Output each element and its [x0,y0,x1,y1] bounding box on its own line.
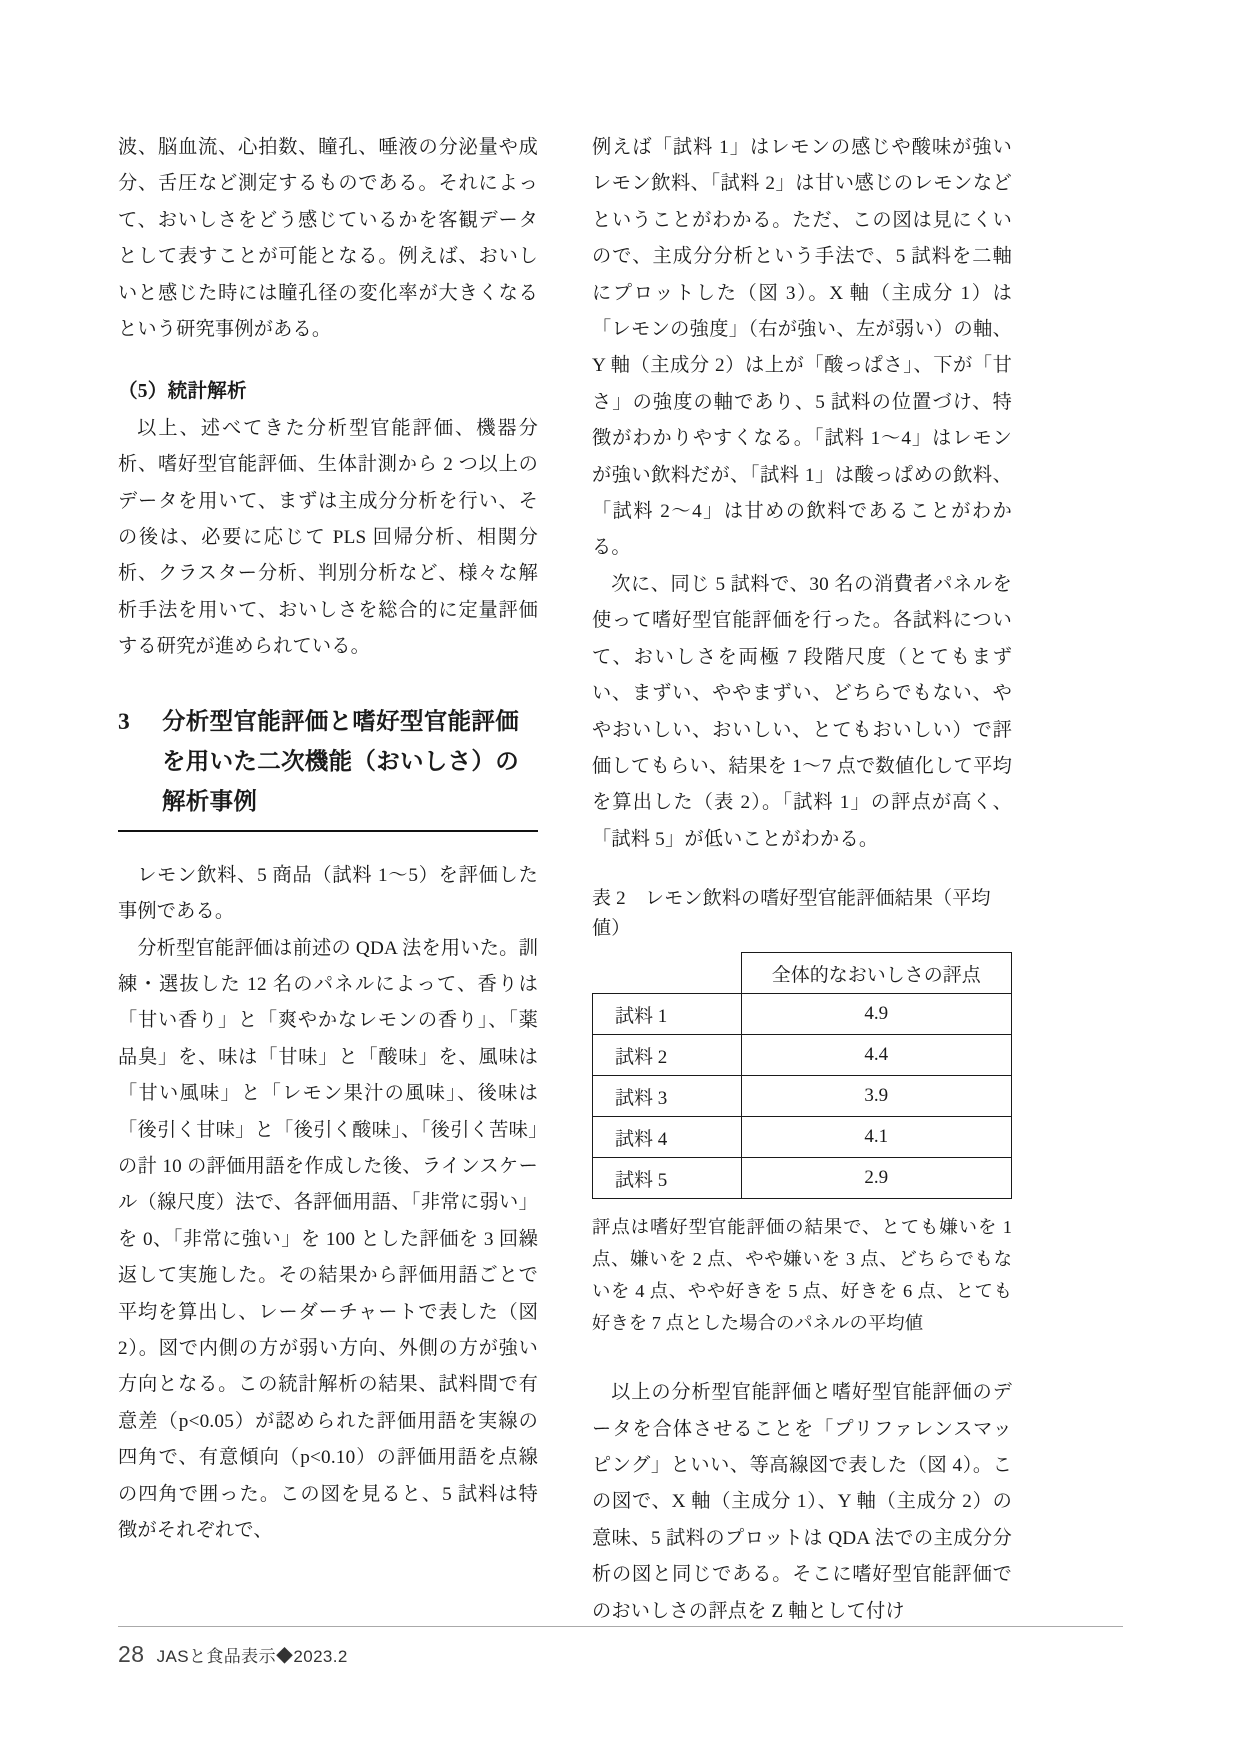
section-heading-3 [118,702,538,832]
footer-text: JASと食品表示◆2023.2 [156,1647,348,1666]
table-cell-label: 試料 3 [593,1076,742,1117]
paragraph-left-3: レモン飲料、5 商品（試料 1〜5）を評価した事例である。 [118,864,538,923]
paragraph-left-1: 波、脳血流、心拍数、瞳孔、唾液の分泌量や成分、舌圧など測定するものである。それによって、おいしさをどう感じているかを客観データとして表すことが可能となる。例えば、おいしいと感じた時には瞳孔径の変化率が大きくなるという研究事例がある。 [118,137,538,341]
table-row [593,1035,1012,1076]
table-header-score: 全体的なおいしさの評点 [741,953,1012,994]
paragraph-left-2: 以上、述べてきた分析型官能評価、機器分析、嗜好型官能評価、生体計測から 2 つ以上のデータを用いて、まずは主成分分析を行い、その後は、必要に応じて PLS 回帰分析、相関分析、クラスター分析、判別分析など、様々な解析手法を用いて、おいしさを総合的に定量評価する研究が進められている。 [118,417,538,658]
subsection-heading-statistics: （5）統計解析 [118,381,247,403]
table-cell-label: 試料 1 [593,994,742,1035]
section-number: 3 [118,708,131,735]
table-note: 評点は嗜好型官能評価の結果で、とても嫌いを 1 点、嫌いを 2 点、やや嫌いを 3 点、どちらでもないを 4 点、やや好きを 5 点、好きを 6 点、とても好きを 7 点とした場合のパネルの平均値 [592,1217,1012,1334]
two-column-body [118,130,1123,1630]
table-cell-value: 2.9 [741,1158,1012,1199]
paragraph-right-2: 次に、同じ 5 試料で、30 名の消費者パネルを使って嗜好型官能評価を行った。各試料について、おいしさを両極 7 段階尺度（とてもまずい、まずい、ややまずい、どちらでもない、ややおいしい、おいしい、とてもおいしい）で評価してもらい、結果を 1〜7 点で数値化して平均を算出した（表 2）。「試料 1」の評点が高く、「試料 5」が低いことがわかる。 [592,573,1012,850]
table-caption: 表 2 レモン飲料の嗜好型官能評価結果（平均値） [592,888,991,940]
table-cell-label: 試料 2 [593,1035,742,1076]
table-cell-value: 4.4 [741,1035,1012,1076]
table-header-blank [593,953,742,994]
table-row [593,1158,1012,1199]
table-row [593,994,1012,1035]
paragraph-right-1: 例えば「試料 1」はレモンの感じや酸味が強いレモン飲料、「試料 2」は甘い感じのレモンなどということがわかる。ただ、この図は見にくいので、主成分分析という手法で、5 試料を二軸にプロットした（図 3）。X 軸（主成分 1）は「レモンの強度」（右が強い、左が弱い）の軸、Y 軸（主成分 2）は上が「酸っぱさ」、下が「甘さ」の強度の軸であり、5 試料の位置づけ、特徴がわかりやすくなる。「試料 1〜4」はレモンが強い飲料だが、「試料 1」は酸っぱめの飲料、「試料 2〜4」は甘めの飲料であることがわかる。 [592,137,1012,559]
table-cell-value: 4.9 [741,994,1012,1035]
table-cell-value: 4.1 [741,1117,1012,1158]
page-footer [118,1626,1123,1668]
paragraph-left-4: 分析型官能評価は前述の QDA 法を用いた。訓練・選抜した 12 名のパネルによって、香りは「甘い香り」と「爽やかなレモンの香り」、「薬品臭」を、味は「甘味」と「酸味」を、風味は「甘い風味」と「レモン果汁の風味」、後味は「後引く甘味」と「後引く酸味」、「後引く苦味」の計 10 の評価用語を作成した後、ラインスケール（線尺度）法で、各評価用語、「非常に弱い」を 0、「非常に強い」を 100 とした評価を 3 回繰返して実施した。その結果から評価用語ごとで平均を算出し、レーダーチャートで表した（図 2）。図で内側の方が弱い方向、外側の方が強い方向となる。この統計解析の結果、試料間で有意差（p<0.05）が認められた評価用語を実線の四角で、有意傾向（p<0.10）の評価用語を点線の四角で囲った。この図を見ると、5 試料は特徴がそれぞれで、 [118,937,538,1541]
page-number: 28 [118,1641,145,1667]
table-header-row [593,953,1012,994]
table-cell-label: 試料 5 [593,1158,742,1199]
left-column [118,130,538,1630]
right-column [592,130,1012,1630]
section-title: 分析型官能評価と嗜好型官能評価を用いた二次機能（おいしさ）の解析事例 [162,708,519,815]
paragraph-right-3: 以上の分析型官能評価と嗜好型官能評価のデータを合体させることを「プリファレンスマッピング」といい、等高線図で表した（図 4）。この図で、X 軸（主成分 1）、Y 軸（主成分 2）の意味、5 試料のプロットは QDA 法での主成分分析の図と同じである。そこに嗜好型官能評価でのおいしさの評点を Z 軸として付け [592,1382,1012,1622]
table-row [593,1076,1012,1117]
sensory-score-table [592,952,1012,1199]
table-cell-value: 3.9 [741,1076,1012,1117]
table-row [593,1117,1012,1158]
table-cell-label: 試料 4 [593,1117,742,1158]
